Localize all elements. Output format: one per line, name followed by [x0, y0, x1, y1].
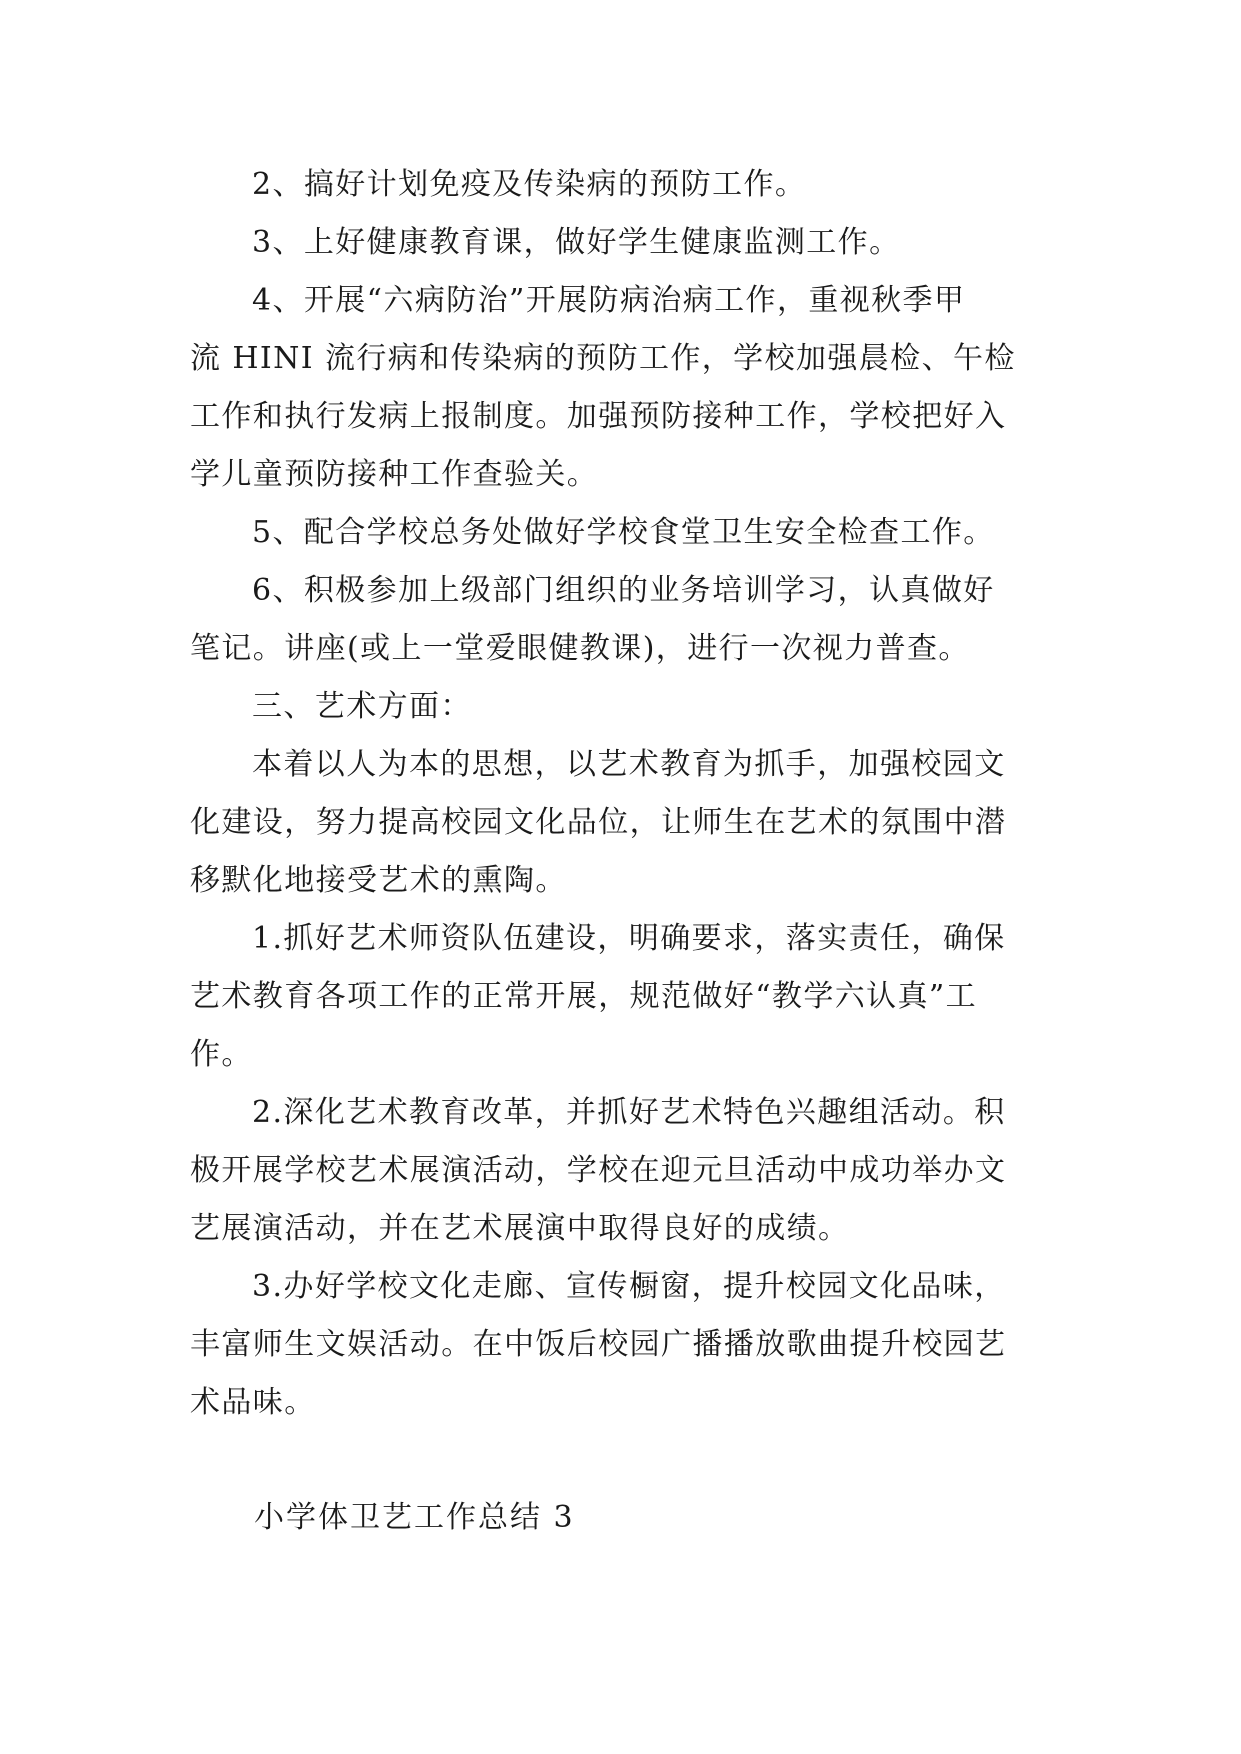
paragraph-line: 3.办好学校文化走廊、宣传橱窗，提升校园文化品味， — [252, 1269, 1006, 1304]
paragraph-line: 6、积极参加上级部门组织的业务培训学习，认真做好 — [252, 573, 995, 608]
paragraph-line: 丰富师生文娱活动。在中饭后校园广播播放歌曲提升校园艺 — [190, 1327, 1007, 1362]
paragraph-line: 学儿童预防接种工作查验关。 — [190, 457, 599, 492]
paragraph-line: 作。 — [190, 1037, 253, 1072]
paragraph-line: 移默化地接受艺术的熏陶。 — [190, 863, 567, 898]
paragraph-line: 3、上好健康教育课，做好学生健康监测工作。 — [252, 225, 901, 260]
paragraph-line: 艺展演活动，并在艺术展演中取得良好的成绩。 — [190, 1211, 850, 1246]
paragraph-line: 4、开展“六病防治”开展防病治病工作，重视秋季甲 — [252, 283, 966, 318]
paragraph-line: 1.抓好艺术师资队伍建设，明确要求，落实责任，确保 — [252, 921, 1006, 956]
next-section-title: 小学体卫艺工作总结 3 — [254, 1500, 575, 1535]
paragraph-line: 本着以人为本的思想，以艺术教育为抓手，加强校园文 — [252, 747, 1006, 782]
paragraph-line: 极开展学校艺术展演活动，学校在迎元旦活动中成功举办文 — [190, 1153, 1007, 1188]
paragraph-line: 2、搞好计划免疫及传染病的预防工作。 — [252, 167, 807, 202]
paragraph-line: 流 HINI 流行病和传染病的预防工作，学校加强晨检、午检 — [190, 341, 1016, 376]
paragraph-line: 工作和执行发病上报制度。加强预防接种工作，学校把好入 — [190, 399, 1007, 434]
paragraph-line: 2.深化艺术教育改革，并抓好艺术特色兴趣组活动。积 — [252, 1095, 1006, 1130]
paragraph-line: 化建设，努力提高校园文化品位，让师生在艺术的氛围中潜 — [190, 805, 1007, 840]
paragraph-line: 笔记。讲座(或上一堂爱眼健教课)，进行一次视力普查。 — [190, 631, 970, 666]
paragraph-line: 术品味。 — [190, 1385, 316, 1420]
paragraph-line: 艺术教育各项工作的正常开展，规范做好“教学六认真”工 — [190, 979, 978, 1014]
paragraph-line: 5、配合学校总务处做好学校食堂卫生安全检查工作。 — [252, 515, 995, 550]
section-heading: 三、艺术方面： — [252, 689, 472, 724]
